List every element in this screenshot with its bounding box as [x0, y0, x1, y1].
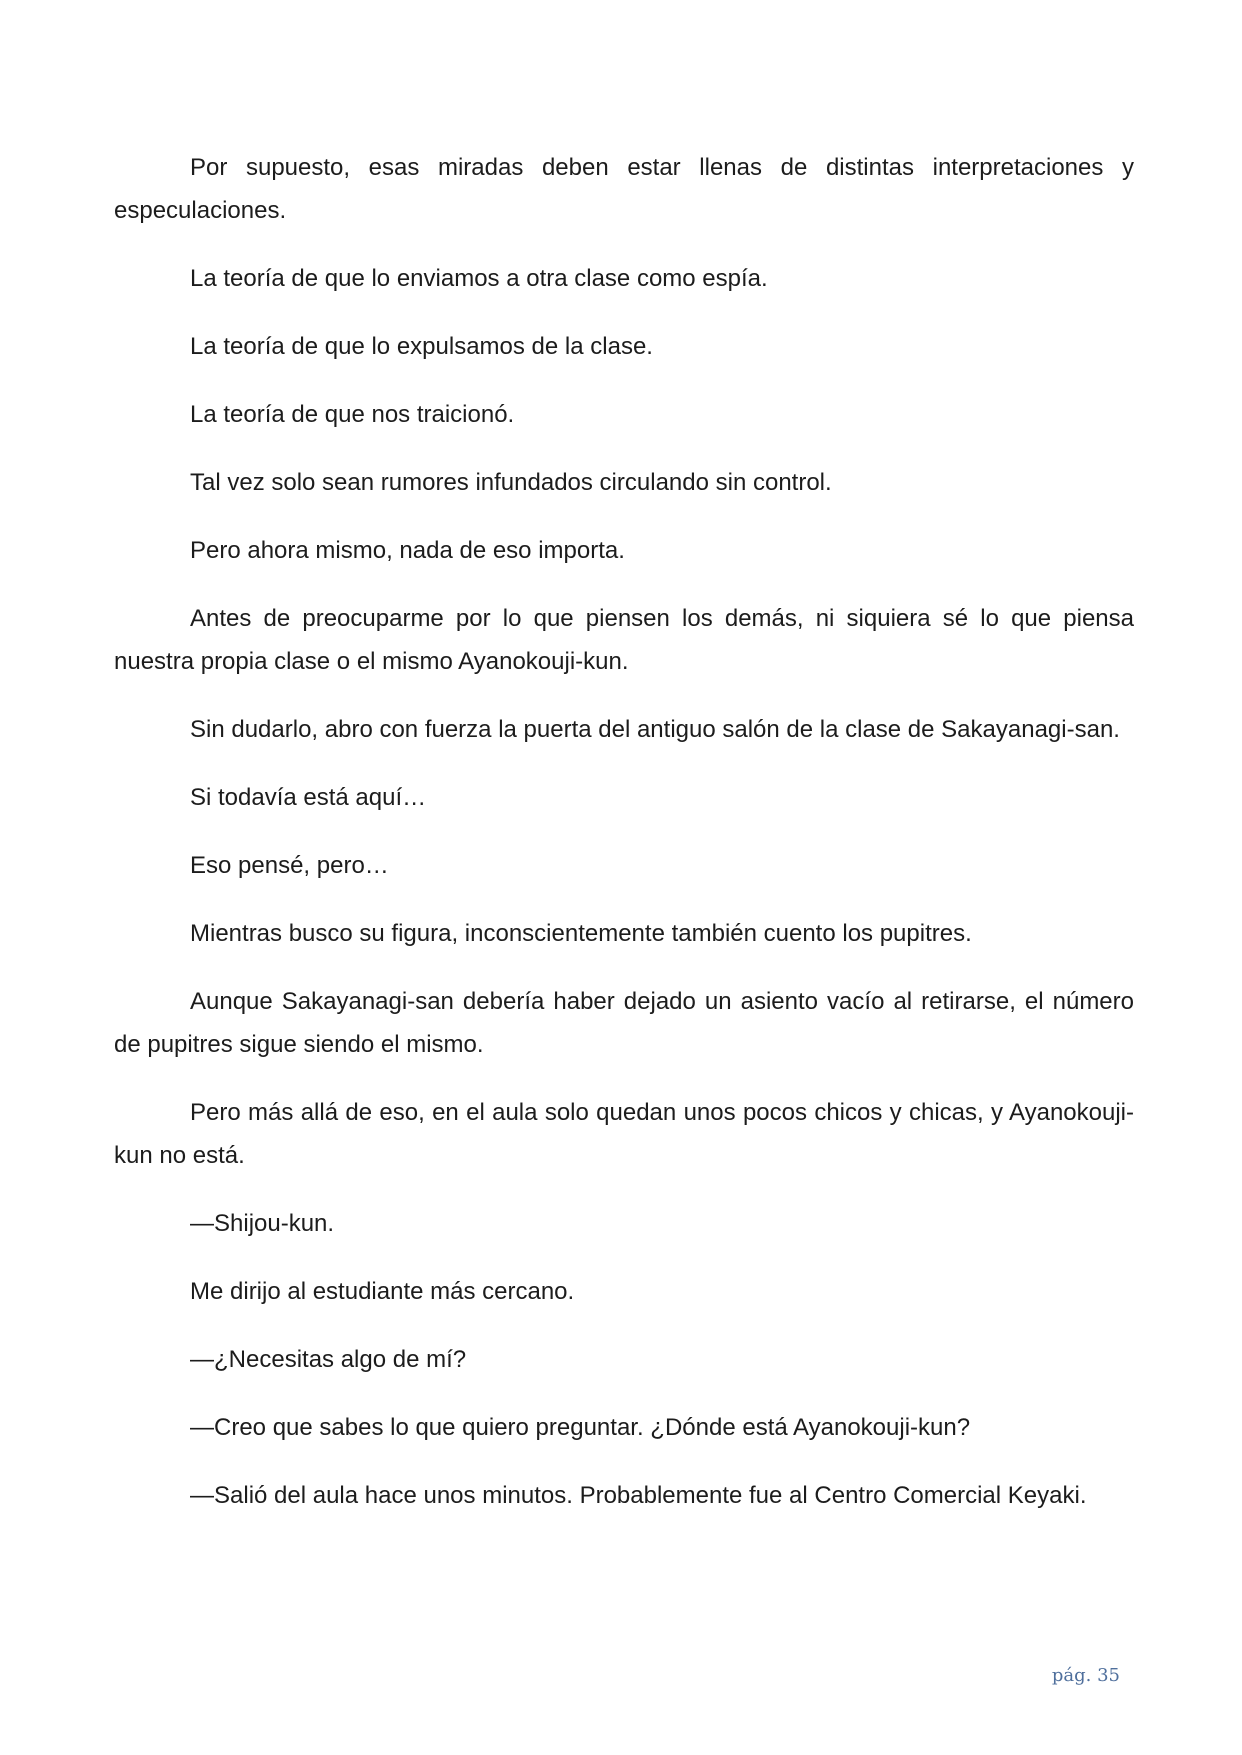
paragraph: Mientras busco su figura, inconscientemente también cuento los pupitres. — [190, 920, 972, 947]
page-number: pág. 35 — [1051, 1665, 1120, 1686]
dialogue-line: —Creo que sabes lo que quiero preguntar. ¿Dónde está Ayanokouji-kun? — [190, 1414, 971, 1441]
paragraph: Si todavía está aquí… — [190, 784, 427, 811]
document-body — [114, 146, 1134, 1542]
paragraph: Sin dudarlo, abro con fuerza la puerta del antiguo salón de la clase de Sakayanagi-san. — [190, 716, 1120, 743]
dialogue-line: —Shijou-kun. — [190, 1210, 335, 1237]
paragraph: Pero ahora mismo, nada de eso importa. — [190, 537, 625, 564]
paragraph: La teoría de que nos traicionó. — [190, 401, 515, 428]
paragraph: La teoría de que lo enviamos a otra clase como espía. — [190, 265, 768, 292]
paragraph: Eso pensé, pero… — [190, 852, 389, 879]
dialogue-line: —Salió del aula hace unos minutos. Probablemente fue al Centro Comercial Keyaki. — [190, 1482, 1087, 1509]
paragraph: Me dirijo al estudiante más cercano. — [190, 1278, 575, 1305]
paragraph: La teoría de que lo expulsamos de la clase. — [190, 333, 653, 360]
paragraph: Por supuesto, esas miradas deben estar llenas de distintas interpretaciones y especulaciones. — [114, 154, 1134, 224]
paragraph: Pero más allá de eso, en el aula solo quedan unos pocos chicos y chicas, y Ayanokouji-kun no está. — [114, 1099, 1134, 1169]
dialogue-line: —¿Necesitas algo de mí? — [190, 1346, 467, 1373]
paragraph: Tal vez solo sean rumores infundados circulando sin control. — [190, 469, 832, 496]
paragraph: Antes de preocuparme por lo que piensen los demás, ni siquiera sé lo que piensa nuestra propia clase o el mismo Ayanokouji-kun. — [114, 605, 1134, 675]
paragraph: Aunque Sakayanagi-san debería haber dejado un asiento vacío al retirarse, el número de pupitres sigue siendo el mismo. — [114, 988, 1134, 1058]
